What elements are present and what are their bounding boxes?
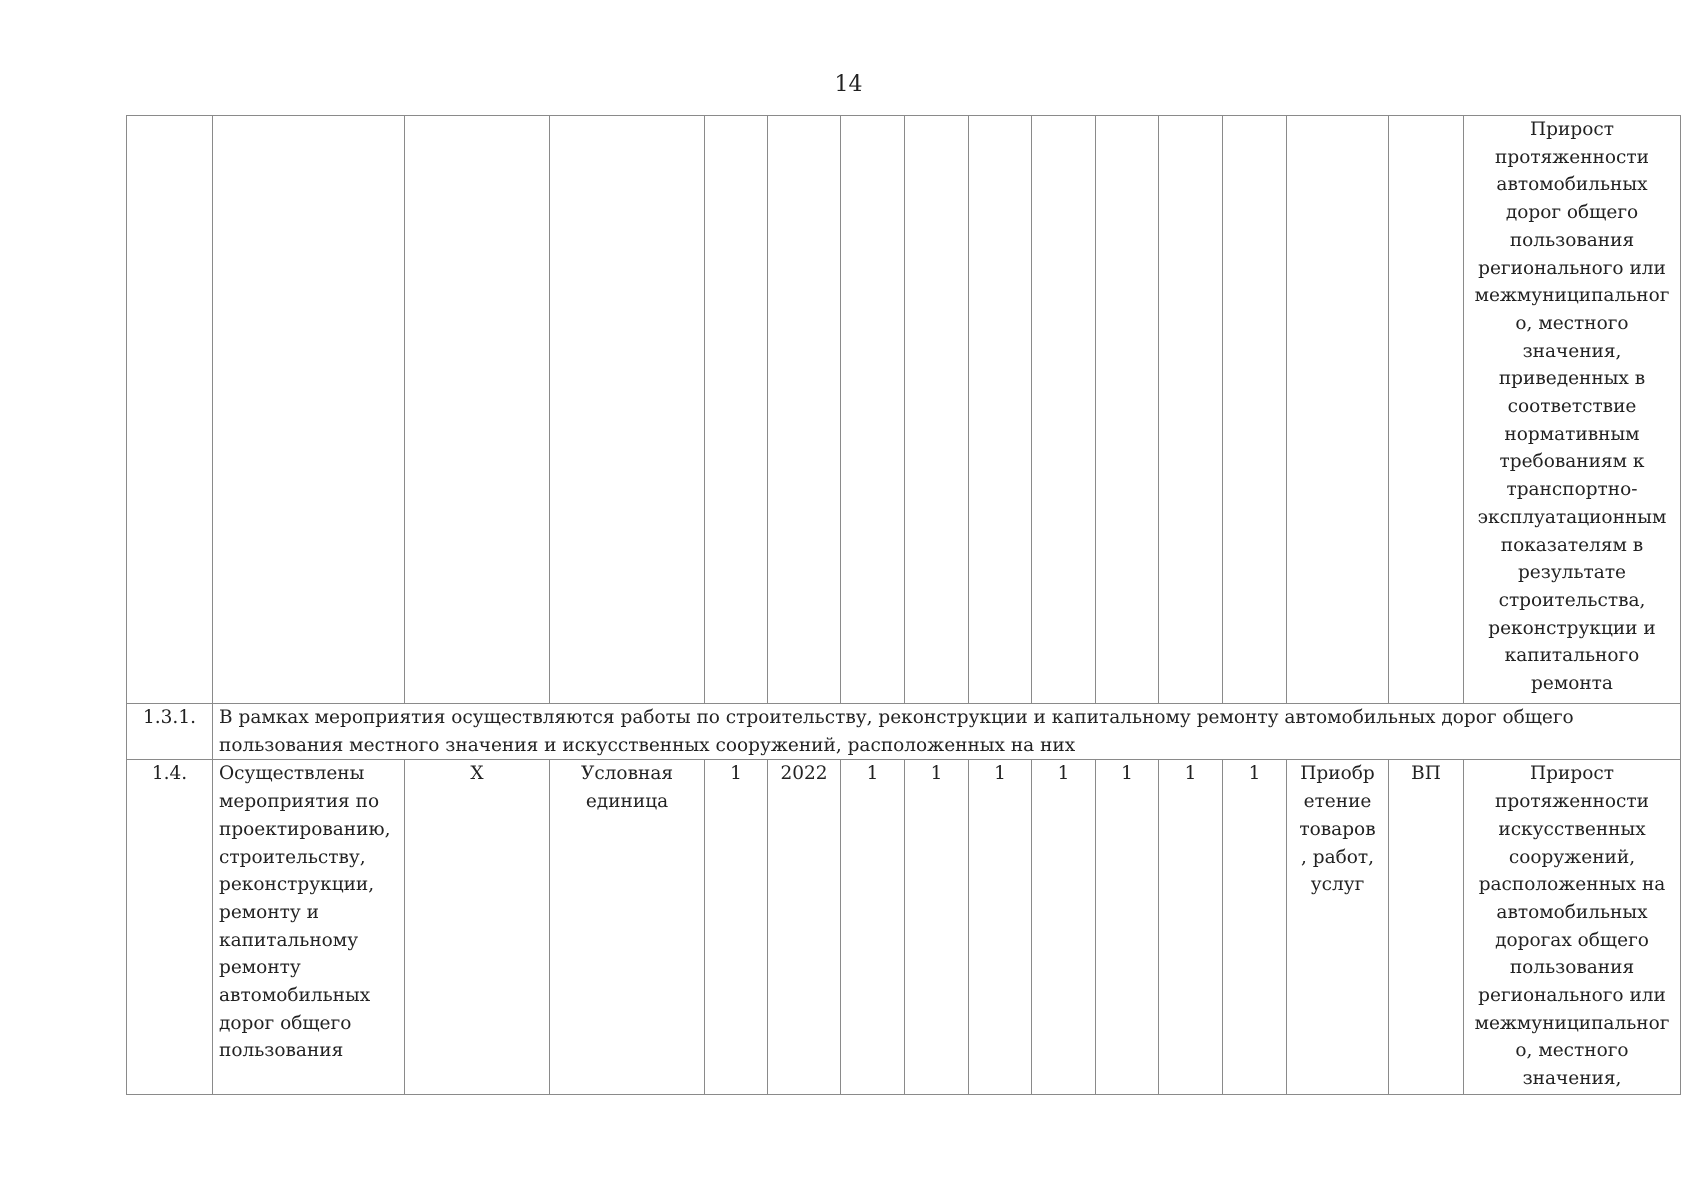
cell-type-line: етение (1303, 791, 1372, 813)
cell-base-value (705, 116, 768, 704)
cell-result: Прирост протяженности искусственных сооружений, расположенных на автомобильных дорогах общего пользования регионального или межмуниципальног о, местного значения, (1464, 760, 1681, 1095)
cell-value-6 (1159, 116, 1223, 704)
table-row-1-3-1 (127, 704, 1681, 760)
cell-task: Осуществлены мероприятия по проектированию, строительству, реконструкции, ремонту и капитальному ремонту автомобильных дорог общего пользования (213, 760, 405, 1095)
document-table (126, 115, 1681, 1095)
cell-value-4: 1 (1032, 760, 1096, 1095)
page-number: 14 (834, 72, 863, 97)
cell-mark (405, 116, 550, 704)
cell-value-6: 1 (1159, 760, 1223, 1095)
cell-type-line: Приобр (1300, 763, 1375, 785)
cell-base-year (768, 116, 841, 704)
table-row-continuation (127, 116, 1681, 704)
cell-type (1287, 116, 1389, 704)
cell-code: ВП (1389, 760, 1464, 1095)
cell-description: В рамках мероприятия осуществляются работы по строительству, реконструкции и капитальному ремонту автомобильных дорог общего пользования местного значения и искусственных сооружений, расположенных на них (213, 704, 1681, 760)
cell-unit: Условная единица (550, 760, 705, 1095)
cell-result: Прирост протяженности автомобильных дорог общего пользования регионального или межмуниципальног о, местного значения, приведенных в соответствие нормативным требованиям к транспортно-эксплуатационным показателям в результате строительства, реконструкции и капитального ремонта (1464, 116, 1681, 704)
cell-value-5: 1 (1096, 760, 1159, 1095)
cell-mark: Х (405, 760, 550, 1095)
cell-value-7 (1223, 116, 1287, 704)
cell-value-5 (1096, 116, 1159, 704)
cell-value-3 (969, 116, 1032, 704)
cell-value-2 (905, 116, 969, 704)
cell-unit (550, 116, 705, 704)
cell-value-4 (1032, 116, 1096, 704)
cell-number (127, 116, 213, 704)
cell-value-1 (841, 116, 905, 704)
cell-type-line: услуг (1310, 874, 1365, 896)
cell-type-line: товаров (1299, 818, 1376, 840)
cell-value-3: 1 (969, 760, 1032, 1095)
cell-base-year: 2022 (768, 760, 841, 1095)
cell-value-2: 1 (905, 760, 969, 1095)
cell-task (213, 116, 405, 704)
cell-number: 1.3.1. (127, 704, 213, 760)
cell-base-value: 1 (705, 760, 768, 1095)
cell-number: 1.4. (127, 760, 213, 1095)
cell-type-line: , работ, (1300, 846, 1375, 868)
cell-value-7: 1 (1223, 760, 1287, 1095)
cell-value-1: 1 (841, 760, 905, 1095)
cell-code (1389, 116, 1464, 704)
table-row-1-4 (127, 760, 1681, 1095)
cell-type (1287, 760, 1389, 1095)
